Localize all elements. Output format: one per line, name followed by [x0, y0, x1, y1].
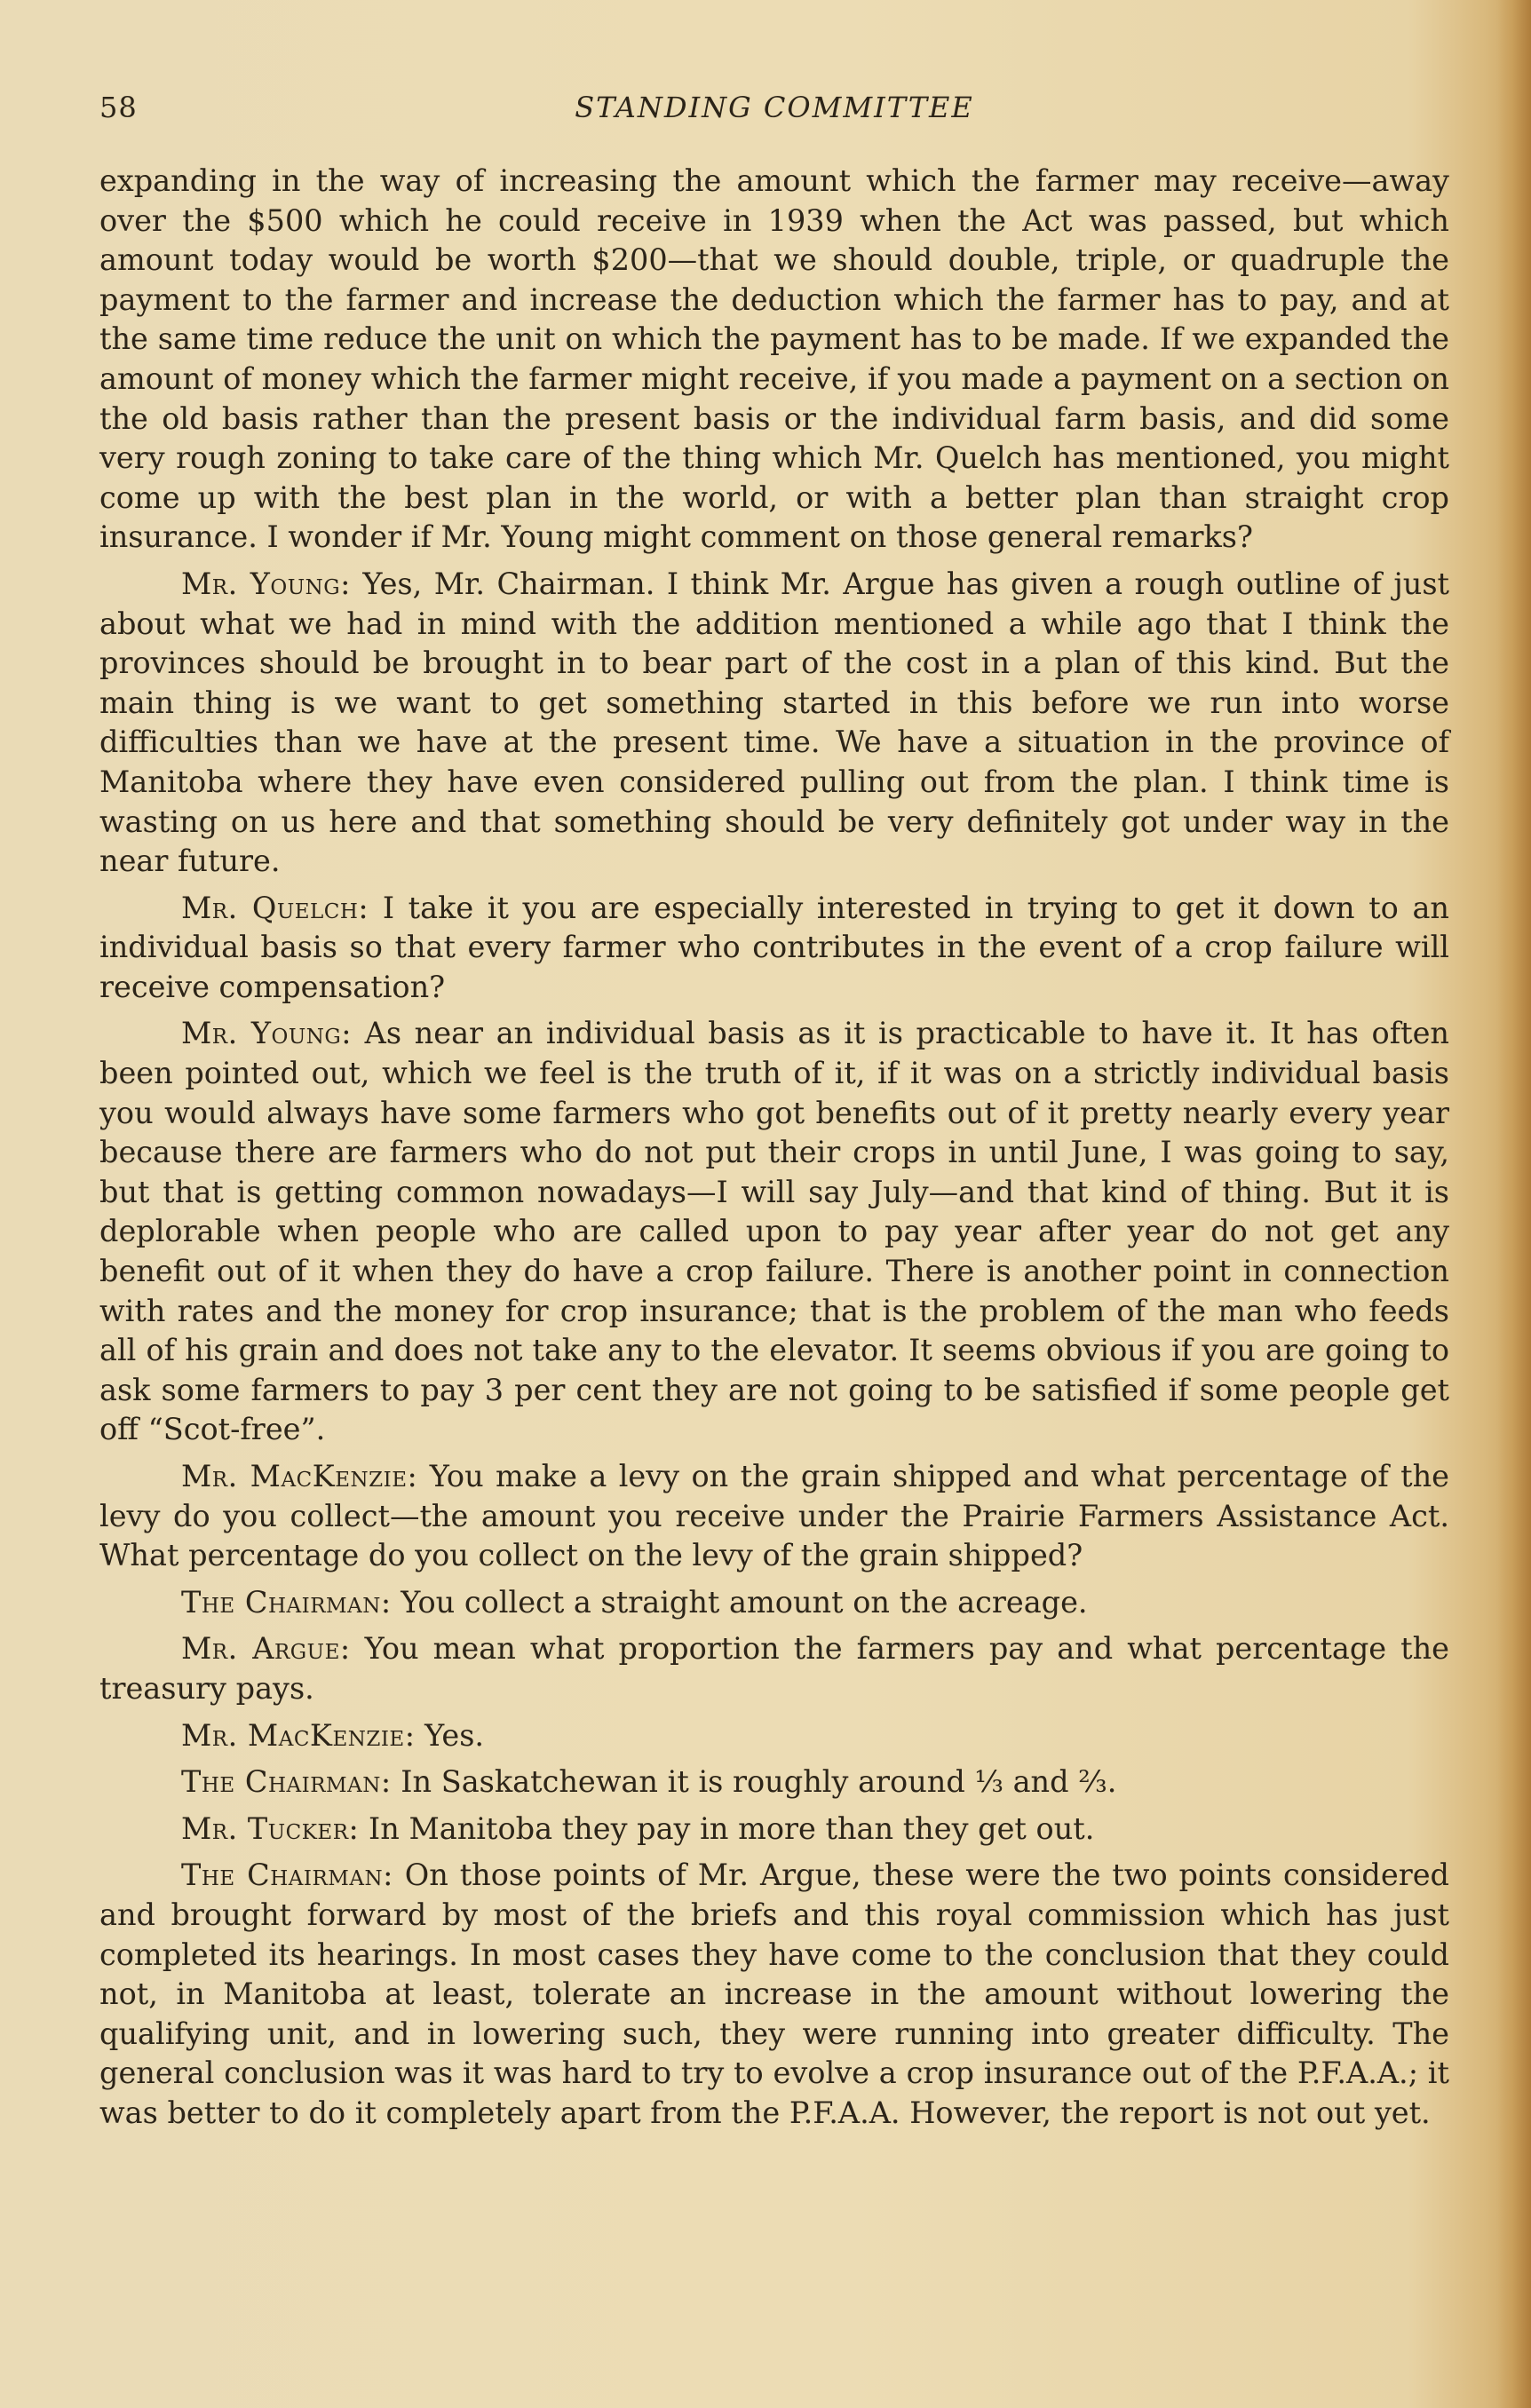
page-edge-shadow [1497, 0, 1531, 2408]
speaker-name: Mr. Quelch: [181, 890, 369, 925]
speaker-name: Mr. Tucker: [181, 1810, 360, 1846]
page-header [99, 85, 1449, 133]
paragraph-text: expanding in the way of increasing the amount which the farmer may receive—away over the $500 which he could receive in 1939 when the Act was passed, but which amount today would be worth $200—that we should double, triple, or quadruple the payment to the farmer and increase the deduction which the farmer has to pay, and at the same time reduce the unit on which the payment has to be made. If we expanded the amount of money which the farmer might receive, if you made a payment on a section on the old basis rather than the present basis or the individual farm basis, and did some very rough zoning to take care of the thing which Mr. Quelch has mentioned, you might come up with the best plan in the world, or with a better plan than straight crop insurance. I wonder if Mr. Young might comment on those general remarks? [99, 163, 1449, 555]
speech-quelch [99, 889, 1449, 1008]
speech-chairman-3 [99, 1856, 1449, 2133]
speaker-name: Mr. Young: [181, 1016, 353, 1051]
paragraph-continuation [99, 162, 1449, 558]
speech-text: Yes, Mr. Chairman. I think Mr. Argue has given a rough outline of just about what we had in mind with the addition mentioned a while ago that I think the provinces should be brought in to bear part of the cost in a plan of this kind. But the main thing is we want to get something started in this before we run into worse difficulties than we have at the present time. We have a situation in the province of Manitoba where they have even considered pulling out from the plan. I think time is wasting on us here and that something should be very definitely got under way in the near future. [99, 566, 1449, 879]
speech-chairman-2 [99, 1762, 1449, 1802]
speech-text: You mean what proportion the farmers pay and what percentage the treasury pays. [99, 1631, 1449, 1706]
running-title: STANDING COMMITTEE [575, 91, 974, 124]
speech-mackenzie-2 [99, 1716, 1449, 1756]
speech-chairman-1 [99, 1583, 1449, 1623]
speech-text: I take it you are especially interested in trying to get it down to an individual basis so that every farmer who contributes in the event of a crop failure will receive compensation? [99, 890, 1449, 1004]
speech-text: In Manitoba they pay in more than they get out. [368, 1810, 1095, 1846]
speech-text: Yes. [424, 1717, 485, 1753]
speaker-name: The Chairman: [181, 1764, 392, 1800]
speech-text: As near an individual basis as it is practicable to have it. It has often been pointed out, which we feel is the truth of it, if it was on a strictly individual basis you would always have some farmers who got benefits out of it pretty nearly every year because there are farmers who do not put their crops in until June, I was going to say, but that is getting common nowadays—I will say July—and that kind of thing. But it is deplorable when people who are called upon to pay year after year do not get any benefit out of it when they do have a crop failure. There is another point in connection with rates and the money for crop insurance; that is the problem of the man who feeds all of his grain and does not take any to the elevator. It seems obvious if you are going to ask some farmers to pay 3 per cent they are not going to be satisfied if some people get off “Scot-free”. [99, 1016, 1449, 1447]
speech-text: You collect a straight amount on the acreage. [401, 1584, 1088, 1620]
speaker-name: Mr. Argue: [181, 1631, 351, 1667]
speaker-name: Mr. MacKenzie: [181, 1717, 416, 1753]
speech-text: On those points of Mr. Argue, these were the two points considered and brought forward by most of the briefs and this royal commission which has just completed its hearings. In most cases they have come to the conclusion that they could not, in Manitoba at least, tolerate an increase in the amount without lowering the qualifying unit, and in lowering such, they were running into greater difficulty. The general conclusion was it was hard to try to evolve a crop insurance out of the P.F.A.A.; it was better to do it completely apart from the P.F.A.A. However, the report is not out yet. [99, 1857, 1449, 2130]
speaker-name: Mr. Young: [181, 566, 351, 601]
speaker-name: The Chairman: [181, 1857, 393, 1893]
speech-young-2 [99, 1014, 1449, 1450]
speech-text: In Saskatchewan it is roughly around ⅓ and ⅔. [401, 1764, 1117, 1800]
transcript-body [99, 162, 1449, 2141]
speech-argue [99, 1629, 1449, 1708]
speech-young-1 [99, 565, 1449, 882]
speaker-name: Mr. MacKenzie: [181, 1459, 418, 1493]
speaker-name: The Chairman: [181, 1584, 392, 1620]
speech-mackenzie-1 [99, 1457, 1449, 1576]
page-number: 58 [99, 91, 138, 124]
speech-tucker [99, 1810, 1449, 1850]
speech-text: You make a levy on the grain shipped and what percentage of the levy do you collect—the amount you receive under the Prairie Farmers Assistance Act. What percentage do you collect on the levy of the grain shipped? [99, 1459, 1450, 1573]
